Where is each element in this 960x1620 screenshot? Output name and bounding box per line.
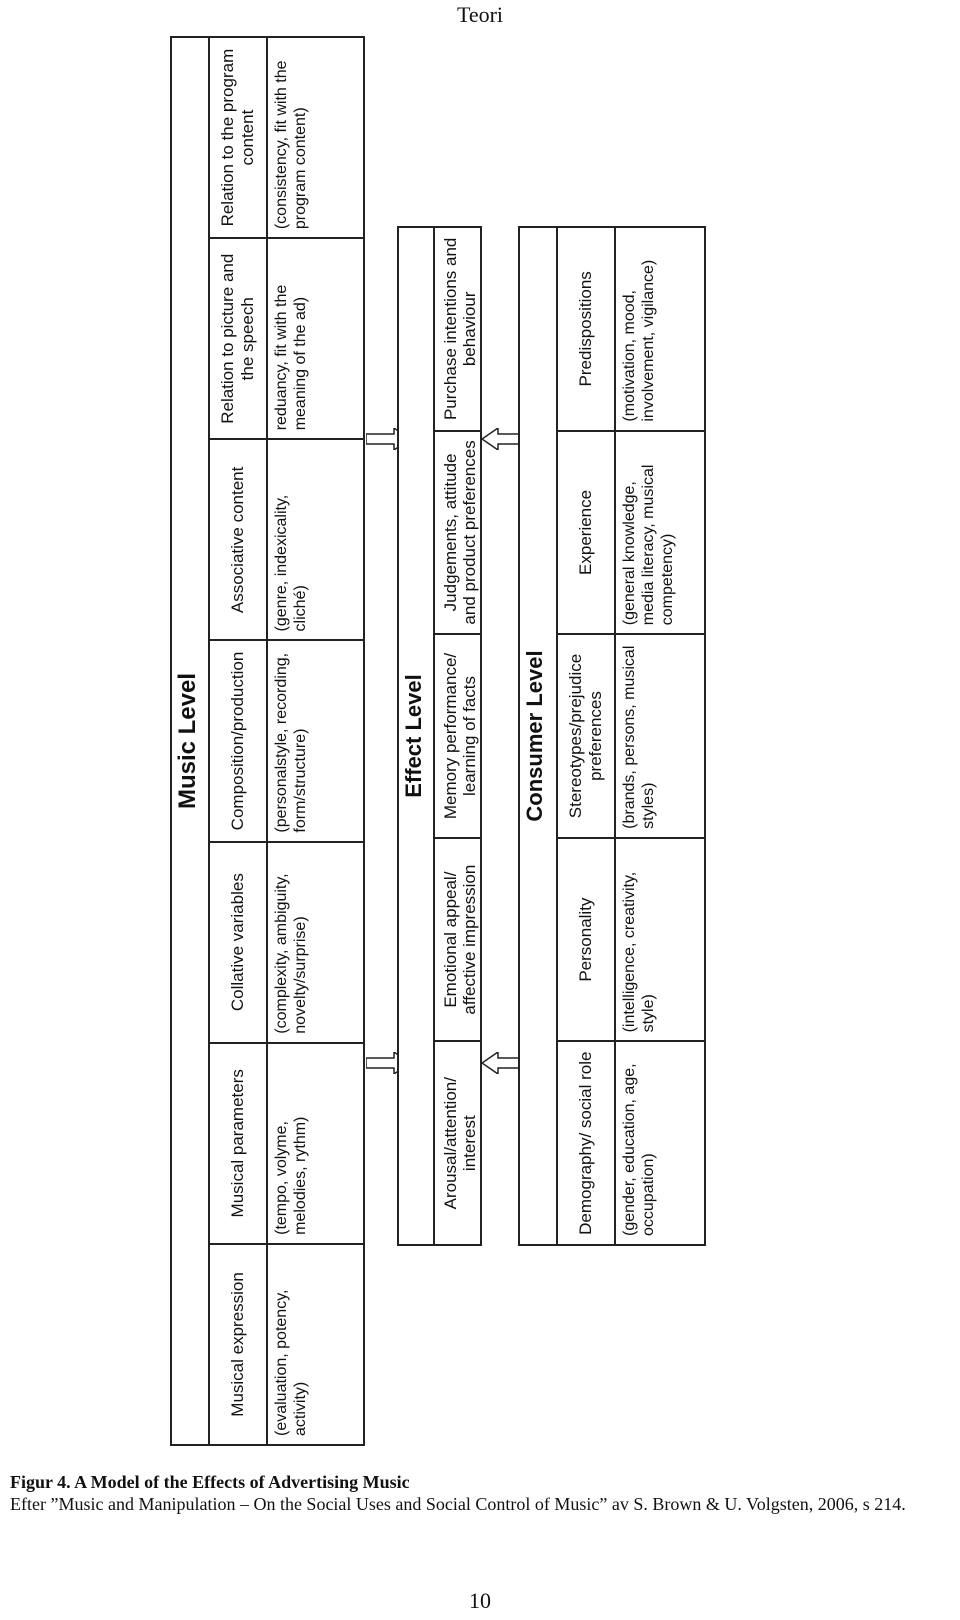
- effect-level-title: Effect Level: [399, 228, 435, 1244]
- music-cell-head: Collative variables: [210, 843, 268, 1042]
- consumer-cell-head: Experience: [558, 432, 616, 634]
- music-cell-body: (evaluation, potency, activity): [273, 1289, 310, 1436]
- consumer-cell: [558, 633, 704, 837]
- effect-cell-text: Arousal/attention/ interest: [440, 1077, 480, 1210]
- music-cell-body: (consistency, fit with the program content): [273, 60, 310, 230]
- music-cell-body: (personalstyle, recording, form/structure): [273, 652, 310, 833]
- consumer-cell-body: (brands, persons, musical styles): [621, 645, 658, 829]
- consumer-level-title: Consumer Level: [520, 228, 558, 1244]
- music-cell: [210, 38, 363, 237]
- effect-cell-text: Memory performance/ learning of facts: [440, 652, 480, 820]
- effect-cell: [435, 633, 480, 837]
- page-number: 10: [469, 1588, 491, 1613]
- music-cell: [210, 841, 363, 1042]
- consumer-cell-head: Personality: [558, 839, 616, 1041]
- music-cell: [210, 237, 363, 438]
- effect-cell: [435, 228, 480, 430]
- music-cell: [210, 1042, 363, 1243]
- music-cell-head: Composition/production: [210, 641, 268, 840]
- consumer-cell-body: (general knowledge, media literacy, musical competency): [621, 464, 677, 626]
- music-level-box: [170, 36, 365, 1446]
- music-cell-head: Musical parameters: [210, 1044, 268, 1243]
- music-cell-head: Associative content: [210, 440, 268, 639]
- consumer-cell: [558, 228, 704, 430]
- caption-title: Figur 4. A Model of the Effects of Advertising Music: [10, 1472, 410, 1492]
- music-cell: [210, 438, 363, 639]
- effect-cell-text: Judgements, attitude and product preferences: [440, 440, 480, 625]
- music-cell-body: (tempo, volyme, melodies, rythm): [273, 1116, 310, 1235]
- music-cell-head: Musical expression: [210, 1245, 268, 1444]
- music-cell: [210, 639, 363, 840]
- music-cell-body: reduancy, fit with the meaning of the ad): [273, 284, 310, 431]
- consumer-cell-body: (gender, education, age, occupation): [621, 1063, 658, 1236]
- consumer-cell: [558, 430, 704, 634]
- music-cell-head: Relation to the program content: [210, 38, 268, 237]
- music-cell-head: Relation to picture and the speech: [210, 239, 268, 438]
- effect-level-box: [397, 226, 482, 1246]
- page-header: Teori: [456, 2, 504, 27]
- effect-cell: [435, 430, 480, 634]
- effect-cell-text: Purchase intentions and behaviour: [440, 237, 480, 421]
- consumer-cell-head: Predispositions: [558, 228, 616, 430]
- consumer-cell: [558, 1040, 704, 1244]
- consumer-cell-body: (intelligence, creativity, style): [621, 871, 658, 1033]
- effect-cell: [435, 1040, 480, 1244]
- music-level-title: Music Level: [172, 38, 210, 1444]
- diagram-rotated: [170, 36, 710, 1446]
- music-cell-body: (complexity, ambiguity, novelty/surprise): [273, 873, 310, 1034]
- consumer-level-box: [518, 226, 706, 1246]
- figure-caption: [10, 1472, 960, 1515]
- consumer-cell-body: (motivation, mood, involvement, vigilance): [621, 259, 658, 422]
- effects-model-diagram: [170, 36, 710, 1446]
- music-cell-body: (genre, indexicality, cliché): [273, 494, 310, 632]
- caption-source: Efter ”Music and Manipulation – On the Social Uses and Social Control of Music” av S. Brown & U. Volgsten, 2006, s 214.: [10, 1493, 906, 1514]
- consumer-cell-head: Stereotypes/prejudice preferences: [558, 635, 616, 837]
- effect-cell-text: Emotional appeal/ affective impression: [440, 864, 480, 1015]
- consumer-cell-head: Demography/ social role: [558, 1042, 616, 1244]
- music-cell: [210, 1243, 363, 1444]
- consumer-cell: [558, 837, 704, 1041]
- effect-cell: [435, 837, 480, 1041]
